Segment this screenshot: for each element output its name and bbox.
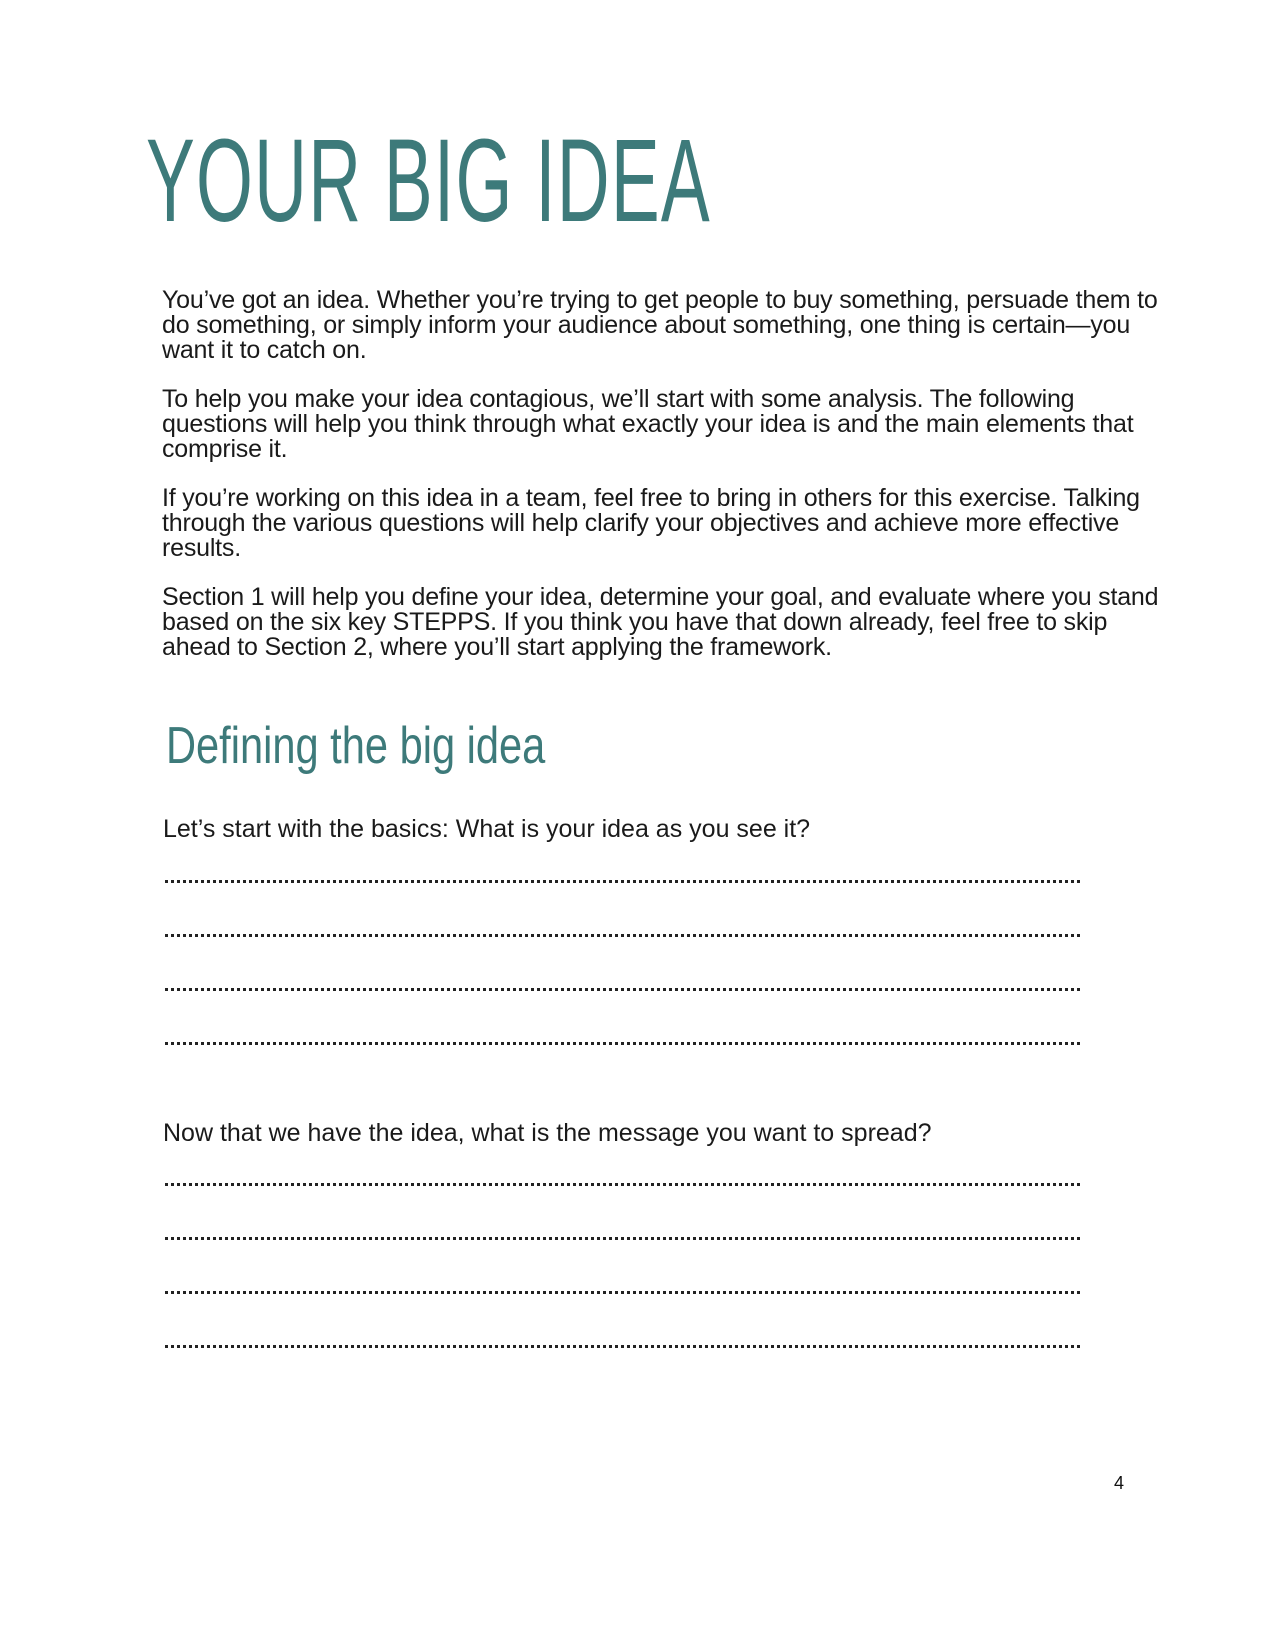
answer-line[interactable] — [165, 934, 1080, 937]
answer-line[interactable] — [165, 1345, 1080, 1348]
page-title: YOUR BIG IDEA — [146, 115, 711, 247]
answer-line[interactable] — [165, 1183, 1080, 1186]
question-message: Now that we have the idea, what is the message you want to spread? — [163, 1119, 932, 1147]
answer-line[interactable] — [165, 880, 1080, 883]
answer-line[interactable] — [165, 1291, 1080, 1294]
question-idea: Let’s start with the basics: What is your idea as you see it? — [163, 815, 811, 843]
intro-paragraph: Section 1 will help you define your idea, determine your goal, and evaluate where you stand based on the six key STEPPS. If you think you have that down already, feel free to skip ahead to Section 2, where you’ll start applying the framework. — [162, 583, 1159, 661]
section-heading: Defining the big idea — [166, 717, 546, 775]
intro-paragraph: You’ve got an idea. Whether you’re trying to get people to buy something, persuade them to do something, or simply inform your audience about something, one thing is certain—you want it to catch on. — [162, 286, 1158, 364]
answer-line[interactable] — [165, 1237, 1080, 1240]
answer-line[interactable] — [165, 988, 1080, 991]
intro-paragraph: If you’re working on this idea in a team, feel free to bring in others for this exercise. Talking through the various questions will help clarify your objectives and achieve more effective results. — [162, 484, 1140, 562]
intro-text — [162, 288, 1172, 684]
page-number: 4 — [1114, 1473, 1125, 1493]
intro-paragraph: To help you make your idea contagious, we’ll start with some analysis. The following questions will help you think through what exactly your idea is and the main elements that comprise it. — [162, 385, 1134, 463]
answer-line[interactable] — [165, 1042, 1080, 1045]
